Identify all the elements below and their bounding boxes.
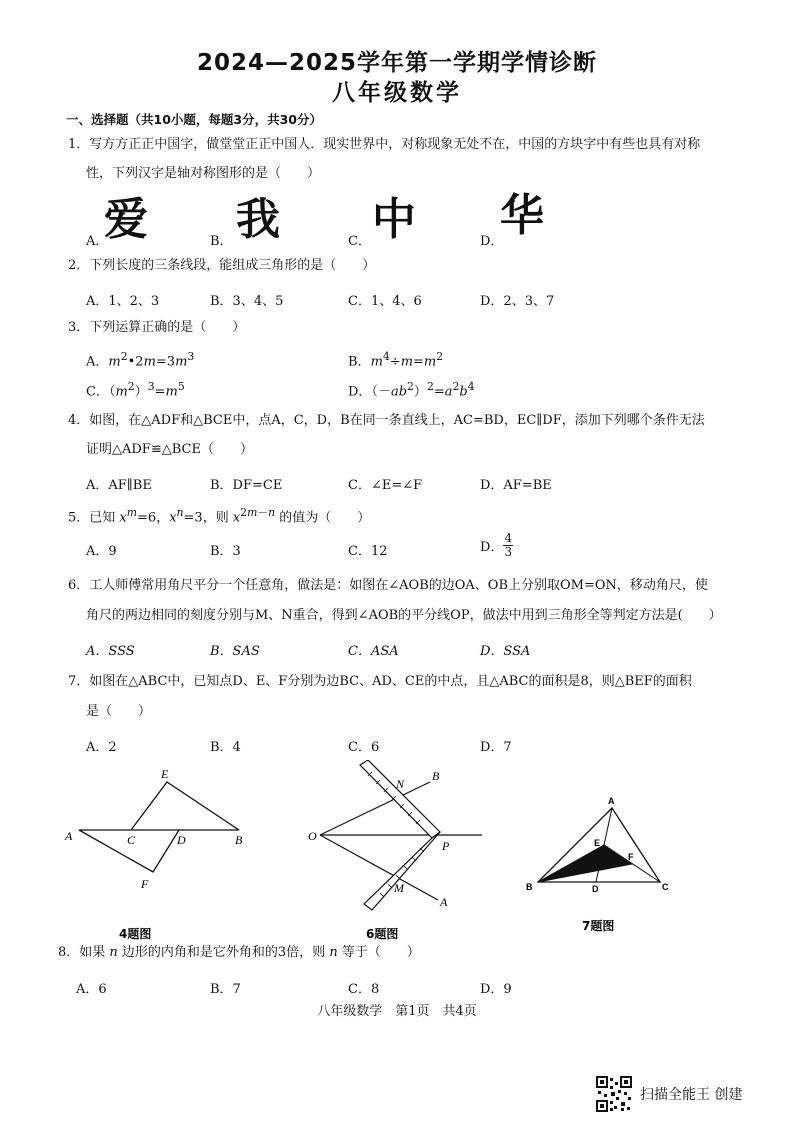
page-footer: 八年级数学 第1页 共4页 — [317, 1004, 477, 1019]
q5-option-c: C．12 — [348, 544, 388, 559]
fig4-triangle-bce — [131, 782, 239, 830]
q6-stem-line2: 角尺的两边相同的刻度分别与M、N重合，得到∠AOB的平分线OP，做法中用到三角形全等判定方法是( ） — [86, 608, 722, 623]
q1-option-b-label: B． — [210, 234, 233, 249]
q1-option-c-label: C． — [348, 234, 371, 249]
fig4-label-d: D — [177, 833, 186, 847]
q1-stem-line1: 1．写方方正正中国字，做堂堂正正中国人．现实世界中，对称现象无处不在，中国的方块字中有些也具有对称 — [68, 137, 701, 152]
q8-option-a: A．6 — [76, 982, 107, 997]
q4-option-a: A．AF∥BE — [86, 478, 152, 493]
fig7-label-f: F — [628, 852, 634, 862]
q1-option-c-char: 中 — [372, 194, 416, 245]
fig7-caption: 7题图 — [582, 919, 615, 933]
q7-option-c: C．6 — [348, 740, 380, 755]
fig4-label-a: A — [65, 829, 73, 843]
q4-option-b: B．DF=CE — [210, 478, 283, 493]
q8-option-c: C．8 — [348, 982, 380, 997]
q5-d-denominator: 3 — [504, 545, 513, 559]
q7-option-b: B．4 — [210, 740, 241, 755]
fig6-label-n: N — [396, 777, 405, 791]
q6-option-d: D．SSA — [480, 644, 531, 659]
q3-stem: 3．下列运算正确的是（ ） — [68, 320, 246, 335]
q6-option-b: B．SAS — [210, 644, 260, 659]
q5-option-b: B．3 — [210, 544, 241, 559]
q6-option-a: A．SSS — [86, 644, 135, 659]
q8-option-b: B．7 — [210, 982, 241, 997]
q2-option-d: D．2、3、7 — [480, 294, 555, 309]
fig6-label-o: O — [308, 829, 317, 843]
fig6-label-m: M — [394, 881, 404, 895]
q6-stem-line1: 6．工人师傅常用角尺平分一个任意角，做法是：如图在∠AOB的边OA、OB上分别取OM=ON，移动角尺，使 — [68, 578, 708, 593]
q3-option-b: B．$m^4\div m=m^2$ — [348, 350, 444, 370]
q2-stem: 2．下列长度的三条线段，能组成三角形的是（ ） — [68, 258, 376, 273]
q2-option-a: A．1、2、3 — [86, 294, 160, 309]
figure-4 — [55, 760, 255, 940]
fig7-label-a: A — [608, 796, 615, 806]
section-heading: 一、选择题（共10小题，每题3分，共30分） — [66, 112, 322, 127]
scanner-brand-text: 扫描全能王 创建 — [640, 1087, 743, 1103]
q4-stem-line2: 证明△ADF≌△BCE（ ） — [86, 442, 253, 457]
q5-stem: 5．已知 $x^m=6$，$x^n=3$，则 $x^{2m-n}$ 的值为（ ） — [68, 506, 371, 526]
q1-option-b-char: 我 — [236, 194, 280, 245]
fig6-label-p: P — [442, 839, 450, 853]
q4-option-c: C．∠E=∠F — [348, 478, 423, 493]
fig6-label-a: A — [440, 895, 448, 909]
q7-stem-line2: 是（ ） — [86, 704, 152, 719]
q3-option-a: A．$m^2•2m=3m^3$ — [86, 350, 195, 370]
fig4-label-b: B — [235, 833, 243, 847]
exam-subtitle: 八年级数学 — [332, 80, 462, 106]
exam-title: 2024—2025学年第一学期学情诊断 — [196, 50, 598, 76]
qr-code-icon — [596, 1076, 632, 1112]
fig4-caption: 4题图 — [119, 927, 152, 940]
fig7-label-c: C — [662, 882, 669, 892]
q7-stem-line1: 7．如图在△ABC中，已知点D、E、F分别为边BC、AD、CE的中点，且△ABC的面积是8，则△BEF的面积 — [68, 674, 692, 689]
q7-option-a: A．2 — [86, 740, 117, 755]
q4-option-d: D．AF=BE — [480, 478, 552, 493]
q6-option-c: C．ASA — [348, 644, 399, 659]
q1-stem-line2: 性，下列汉字是轴对称图形的是（ ） — [86, 166, 321, 181]
fig7-label-e: E — [594, 838, 601, 848]
figure-7 — [520, 790, 680, 940]
q5-d-numerator: 4 — [504, 531, 513, 545]
q1-option-d-char: 华 — [500, 190, 544, 241]
fig7-label-b: B — [526, 882, 533, 892]
fig6-label-b: B — [432, 769, 440, 783]
q1-option-d-label: D． — [480, 234, 504, 249]
q5-option-d: D． $\frac{4}{3}$ — [480, 531, 513, 559]
fig7-shaded-triangle-bef — [538, 845, 632, 882]
fig6-caption: 6题图 — [366, 927, 399, 940]
fig6-square-arm-lower — [364, 832, 440, 910]
q1-option-a-char: 爱 — [104, 194, 148, 245]
q1-option-a-label: A． — [86, 234, 109, 249]
fig4-label-c: C — [127, 833, 136, 847]
figure-6 — [300, 760, 500, 940]
q4-stem-line1: 4．如图，在△ADF和△BCE中，点A，C，D，B在同一条直线上，AC=BD，EC∥DF，添加下列哪个条件无法 — [68, 413, 705, 428]
q5-option-a: A．9 — [86, 544, 117, 559]
q3-option-c: C．$(m^2)^3=m^5$ — [86, 380, 185, 400]
q8-option-d: D．9 — [480, 982, 512, 997]
fig4-label-f: F — [141, 877, 149, 891]
q8-stem: 8．如果 n 边形的内角和是它外角和的3倍，则 n 等于（ ） — [58, 945, 420, 960]
fig4-label-e: E — [161, 767, 169, 781]
fig6-square-arm-upper — [360, 760, 440, 838]
fig7-label-d: D — [592, 884, 599, 894]
q3-option-d: D．$(-ab^2)^2=a^2b^4$ — [348, 380, 475, 400]
q7-option-d: D．7 — [480, 740, 512, 755]
q2-option-b: B．3、4、5 — [210, 294, 284, 309]
q2-option-c: C．1、4、6 — [348, 294, 422, 309]
